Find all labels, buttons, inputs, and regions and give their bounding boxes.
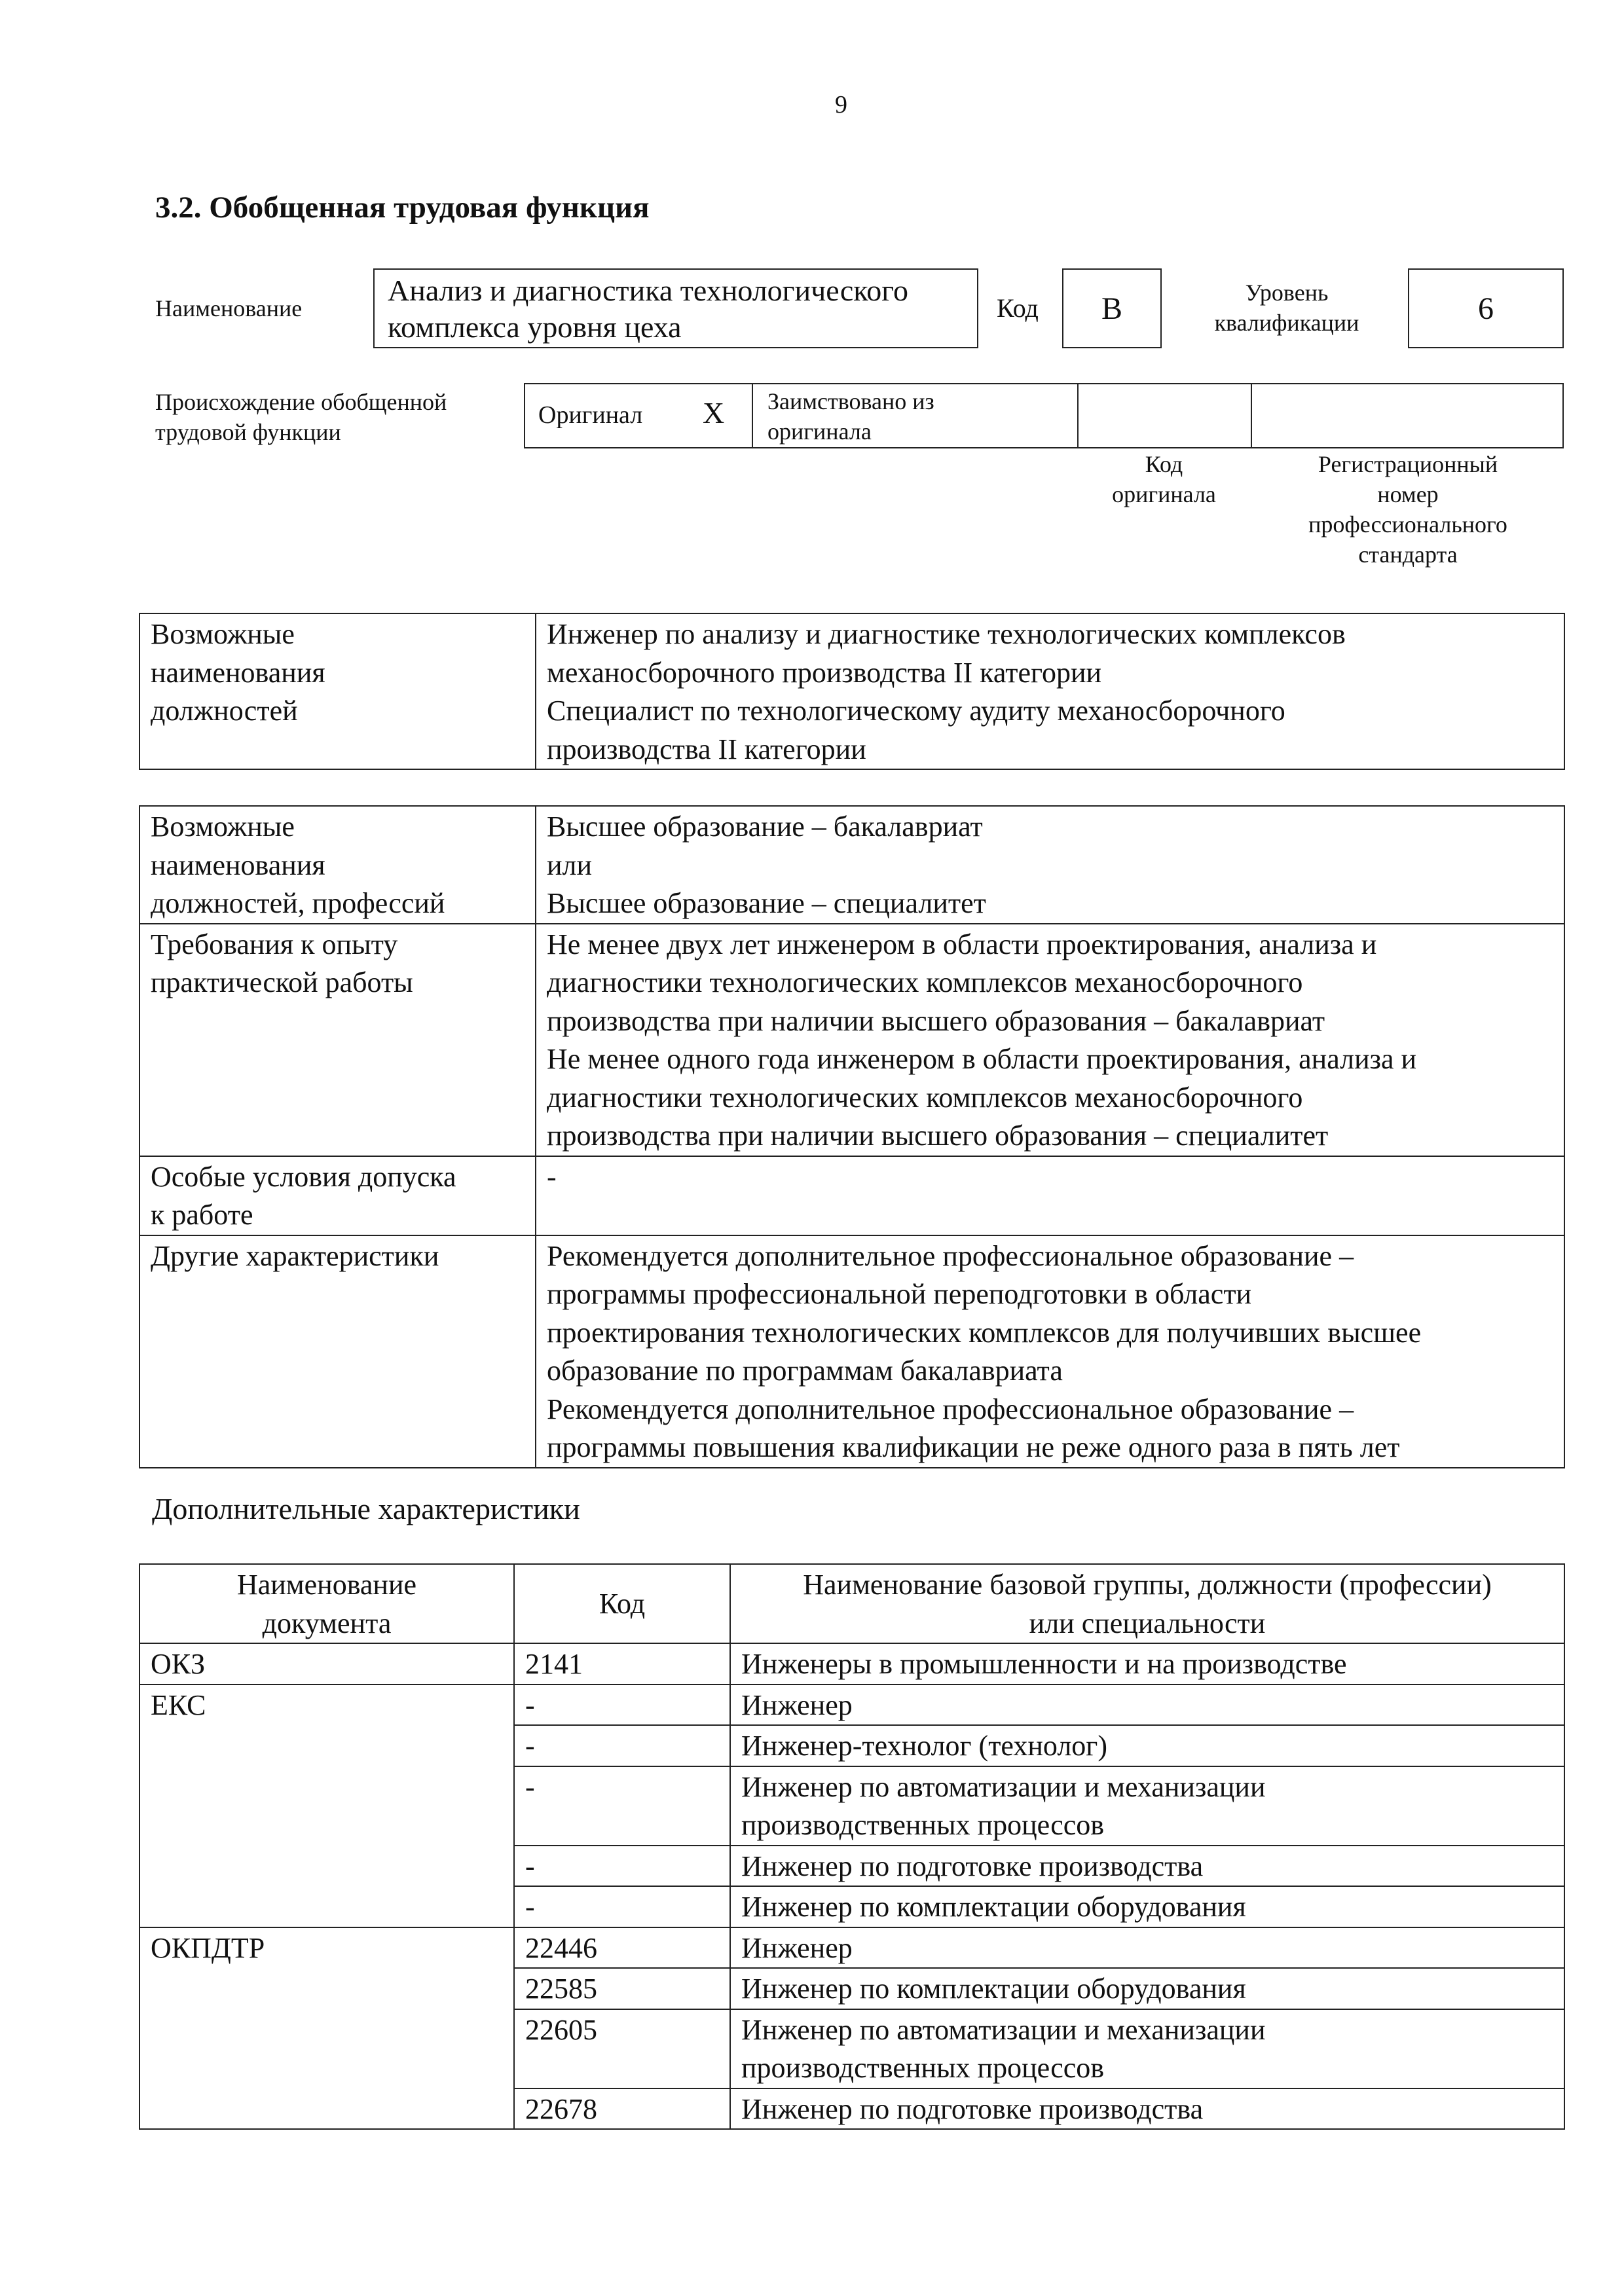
name-cell: [730, 1766, 1564, 1846]
cell-line: проектирования технологических комплексов для получивших высшее: [547, 1316, 1422, 1349]
cell-line: Наименование базовой группы, должности (профессии): [803, 1569, 1492, 1601]
positions-value-cell: [536, 613, 1564, 769]
divider: [752, 383, 753, 448]
origin-label-line: трудовой функции: [155, 419, 341, 445]
req-value-cell: [536, 806, 1564, 924]
level-label-line: квалификации: [1214, 310, 1359, 336]
divider: [1251, 383, 1252, 448]
origin-label-line: Происхождение обобщенной: [155, 389, 447, 415]
borrowed-label: [767, 386, 934, 446]
code-cell: -: [514, 1766, 730, 1846]
page-number: 9: [835, 91, 847, 118]
req-label-cell: [139, 1235, 536, 1468]
name-cell: Инженер по комплектации оборудования: [730, 1968, 1564, 2009]
header-code: Код: [514, 1564, 730, 1643]
caption-line: Код: [1145, 451, 1183, 477]
cell-line: Не менее одного года инженером в области проектирования, анализа и: [547, 1043, 1417, 1075]
original-mark: X: [703, 396, 725, 429]
section-title: 3.2. Обобщенная трудовая функция: [155, 191, 650, 225]
positions-table: [139, 613, 1565, 770]
cell-line: Возможные: [151, 618, 295, 650]
name-label: Наименование: [155, 295, 303, 321]
table-row: [139, 1927, 1564, 1969]
table-row: [139, 1685, 1564, 1726]
cell-line: производства при наличии высшего образования – специалитет: [547, 1120, 1329, 1152]
cell-line: программы повышения квалификации не реже одного раза в пять лет: [547, 1431, 1400, 1463]
header-doc: [139, 1564, 514, 1643]
borrowed-label-line: оригинала: [767, 418, 872, 445]
table-header-row: [139, 1564, 1564, 1643]
table-row: [139, 806, 1564, 924]
table-row: [139, 613, 1564, 769]
cell-line: Специалист по технологическому аудиту механосборочного: [547, 695, 1285, 727]
cell-line: производственных процессов: [741, 1809, 1105, 1841]
caption-line: профессионального: [1308, 511, 1507, 538]
header-name: [730, 1564, 1564, 1643]
name-cell: Инженер: [730, 1685, 1564, 1726]
code-value: B: [1062, 268, 1162, 348]
cell-line: Инженер по автоматизации и механизации: [741, 2013, 1266, 2046]
cell-line: Возможные: [151, 811, 295, 843]
cell-line: Не менее двух лет инженером в области проектирования, анализа и: [547, 928, 1377, 960]
table-row: [139, 1235, 1564, 1468]
code-cell: 22585: [514, 1968, 730, 2009]
cell-line: производственных процессов: [741, 2052, 1105, 2084]
cell-line: Инженер по анализу и диагностике технологических комплексов: [547, 618, 1346, 650]
cell-line: Наименование: [236, 1569, 417, 1601]
additional-table: [139, 1563, 1565, 2130]
cell-line: механосборочного производства II категории: [547, 656, 1102, 689]
origin-label: [155, 387, 447, 447]
table-row: [139, 1156, 1564, 1235]
cell-line: Рекомендуется дополнительное профессиональное образование –: [547, 1239, 1354, 1272]
caption-line: оригинала: [1112, 481, 1216, 507]
code-cell: -: [514, 1685, 730, 1726]
cell-line: -: [547, 1160, 557, 1193]
positions-label-cell: [139, 613, 536, 769]
name-cell: [730, 2009, 1564, 2088]
cell-line: диагностики технологических комплексов механосборочного: [547, 966, 1303, 998]
doc-cell: ОКЗ: [139, 1643, 514, 1685]
cell-line: к работе: [151, 1199, 253, 1231]
cell-line: программы профессиональной переподготовки в области: [547, 1278, 1252, 1310]
doc-cell: ОКПДТР: [139, 1927, 514, 2130]
caption-line: стандарта: [1358, 541, 1458, 568]
name-cell: Инженер по подготовке производства: [730, 2088, 1564, 2130]
origin-box: [524, 383, 1564, 448]
level-value: 6: [1408, 268, 1564, 348]
req-value-cell: [536, 924, 1564, 1156]
cell-line: наименования: [151, 656, 325, 689]
caption-line: номер: [1377, 481, 1439, 507]
cell-line: практической работы: [151, 966, 413, 998]
cell-line: образование по программам бакалавриата: [547, 1355, 1063, 1387]
name-value-line: Анализ и диагностика технологического: [388, 274, 909, 307]
cell-line: Рекомендуется дополнительное профессиональное образование –: [547, 1393, 1354, 1425]
cell-line: должностей: [151, 695, 298, 727]
req-label-cell: [139, 924, 536, 1156]
name-value-line: комплекса уровня цеха: [388, 310, 682, 344]
code-cell: 2141: [514, 1643, 730, 1685]
cell-line: или: [547, 848, 593, 881]
caption-line: Регистрационный: [1318, 451, 1498, 477]
code-cell: -: [514, 1846, 730, 1887]
cell-line: производства II категории: [547, 733, 866, 765]
code-cell: 22678: [514, 2088, 730, 2130]
code-cell: -: [514, 1725, 730, 1766]
name-cell: Инженер по подготовке производства: [730, 1846, 1564, 1887]
cell-line: Требования к опыту: [151, 928, 398, 960]
borrowed-label-line: Заимствовано из: [767, 388, 934, 414]
cell-line: Высшее образование – бакалавриат: [547, 811, 983, 843]
code-original-caption: [1077, 449, 1251, 509]
req-value-cell: [536, 1156, 1564, 1235]
cell-line: или специальности: [1029, 1607, 1266, 1639]
cell-line: Особые условия допуска: [151, 1160, 456, 1193]
requirements-table: [139, 805, 1565, 1468]
code-cell: -: [514, 1886, 730, 1927]
cell-line: Инженер по автоматизации и механизации: [741, 1770, 1266, 1803]
req-label-cell: [139, 806, 536, 924]
divider: [1077, 383, 1079, 448]
level-label: [1192, 278, 1382, 338]
req-value-cell: [536, 1235, 1564, 1468]
code-label: Код: [997, 293, 1039, 323]
name-cell: Инженер по комплектации оборудования: [730, 1886, 1564, 1927]
cell-line: наименования: [151, 848, 325, 881]
doc-cell: ЕКС: [139, 1685, 514, 1927]
code-cell: 22446: [514, 1927, 730, 1969]
req-label-cell: [139, 1156, 536, 1235]
table-row: [139, 1643, 1564, 1685]
cell-line: диагностики технологических комплексов механосборочного: [547, 1081, 1303, 1114]
original-label: Оригинал: [538, 401, 643, 429]
table-row: [139, 924, 1564, 1156]
cell-line: Высшее образование – специалитет: [547, 887, 986, 919]
additional-title: Дополнительные характеристики: [152, 1492, 580, 1525]
name-cell: Инженер: [730, 1927, 1564, 1969]
cell-line: документа: [262, 1607, 392, 1639]
name-cell: Инженеры в промышленности и на производстве: [730, 1643, 1564, 1685]
level-label-line: Уровень: [1245, 280, 1329, 306]
reg-number-caption: [1252, 449, 1564, 570]
cell-line: производства при наличии высшего образования – бакалавриат: [547, 1004, 1325, 1037]
cell-line: должностей, профессий: [151, 887, 445, 919]
name-cell: Инженер-технолог (технолог): [730, 1725, 1564, 1766]
cell-line: Другие характеристики: [151, 1239, 439, 1272]
name-value-box: [373, 268, 978, 348]
code-cell: 22605: [514, 2009, 730, 2088]
